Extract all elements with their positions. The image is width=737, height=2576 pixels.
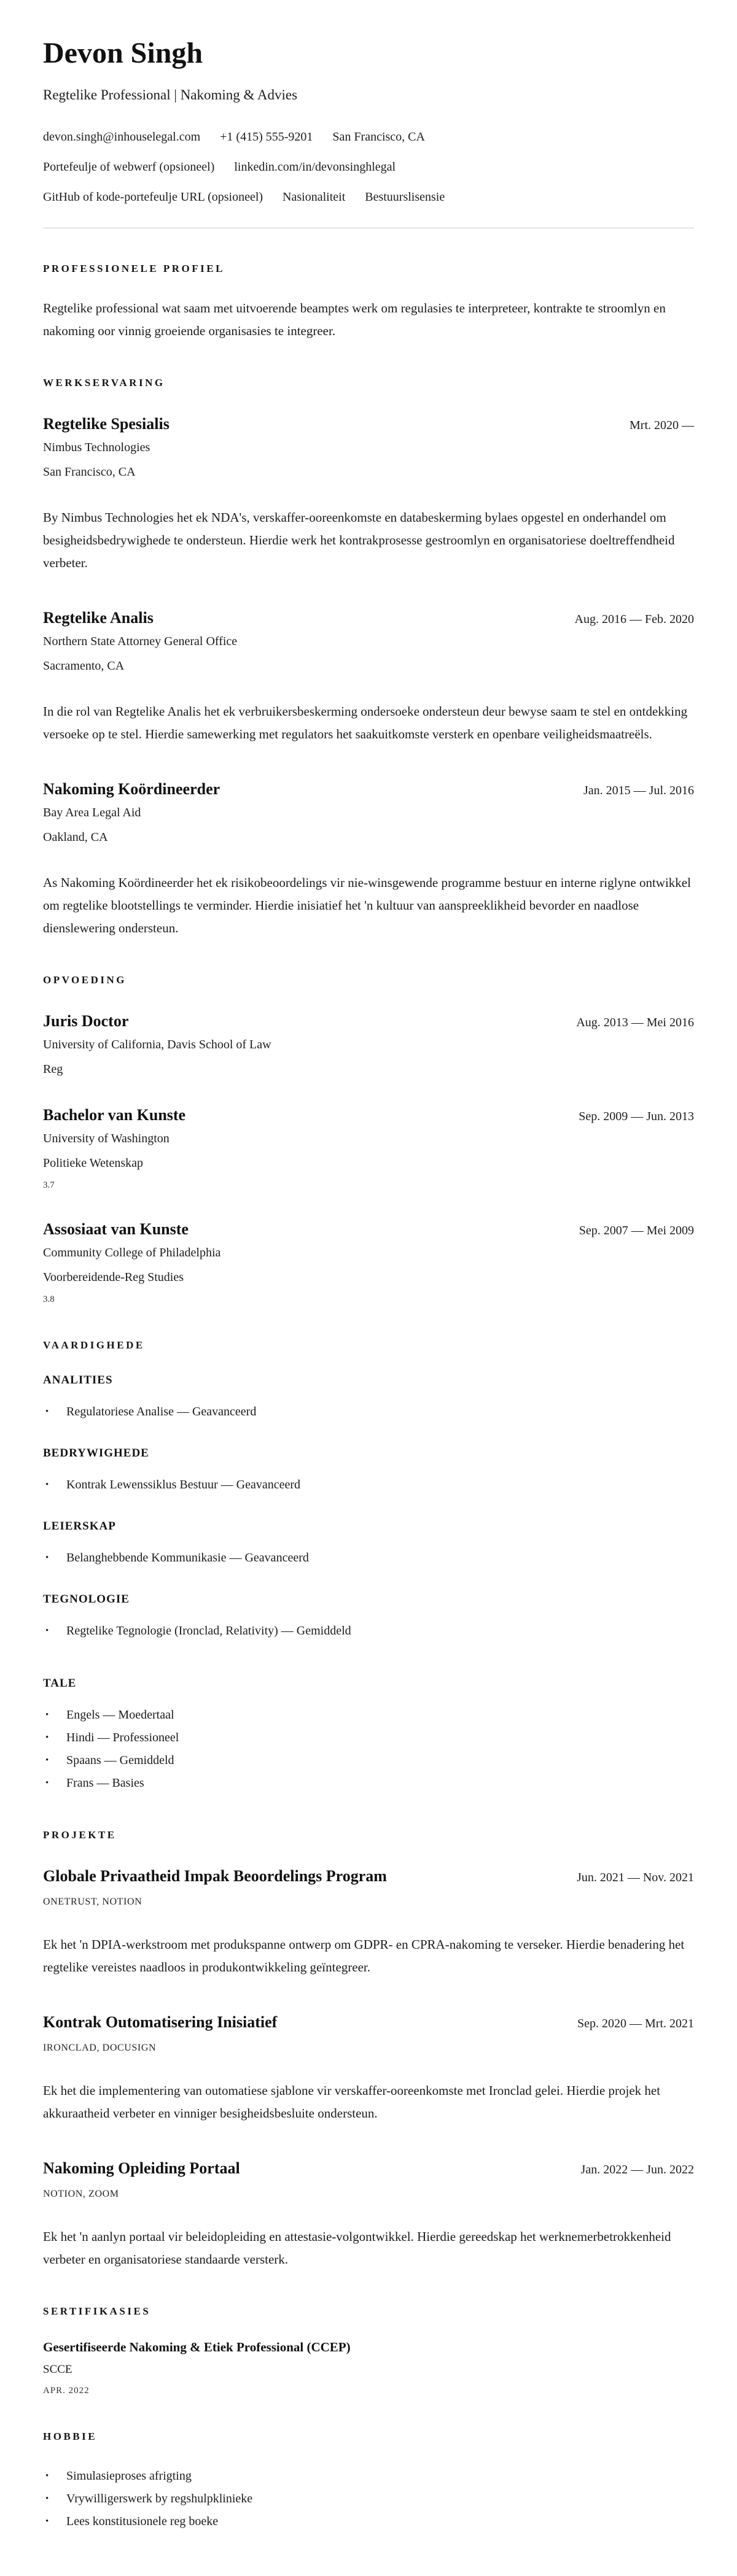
skill-group-heading: ANALITIES bbox=[43, 1374, 113, 1387]
experience-heading: WERKSERVARING bbox=[43, 377, 165, 389]
contact-row-2 bbox=[43, 160, 694, 174]
bullet-icon: • bbox=[45, 2516, 49, 2527]
certification-entry-1 bbox=[43, 2340, 694, 2396]
job-location: San Francisco, CA bbox=[43, 465, 136, 479]
education-header bbox=[43, 1012, 694, 1031]
contact-drivers-license: Bestuurslisensie bbox=[365, 190, 445, 204]
project-tools: ONETRUST, NOTION bbox=[43, 1897, 142, 1908]
job-company: Nimbus Technologies bbox=[43, 441, 150, 455]
contact-nationality: Nasionaliteit bbox=[283, 190, 346, 204]
education-entry-3 bbox=[43, 1220, 694, 1305]
resume-header bbox=[43, 38, 694, 228]
job-title: Nakoming Koördineerder bbox=[43, 780, 220, 799]
profile-text: Regtelike professional wat saam met uitvoerende beamptes werk om regulasies te interpreteer, kontrakte te stroomlyn en nakoming oor vinnig groeiende organisasies te integreer. bbox=[43, 301, 666, 339]
language-item bbox=[43, 1727, 694, 1749]
education-entry-2 bbox=[43, 1106, 694, 1191]
section-languages bbox=[43, 1677, 694, 1795]
project-entry-2 bbox=[43, 2013, 694, 2125]
education-field: Reg bbox=[43, 1062, 63, 1077]
education-school: University of California, Davis School of Law bbox=[43, 1038, 271, 1052]
language-item-label: Hindi — Professioneel bbox=[66, 1731, 179, 1745]
contact-email: devon.singh@inhouselegal.com bbox=[43, 130, 201, 144]
skill-item-label: Kontrak Lewenssiklus Bestuur — Geavanceerd bbox=[66, 1478, 300, 1492]
candidate-tagline: Regtelike Professional | Nakoming & Advies bbox=[43, 87, 298, 103]
job-entry-3 bbox=[43, 780, 694, 940]
bullet-icon: • bbox=[45, 1407, 49, 1417]
skill-group-tegnologie bbox=[43, 1593, 694, 1642]
project-entry-1 bbox=[43, 1867, 694, 1979]
language-item bbox=[43, 1704, 694, 1727]
job-title: Regtelike Spesialis bbox=[43, 415, 170, 433]
project-title: Nakoming Opleiding Portaal bbox=[43, 2159, 240, 2178]
project-dates: Jun. 2021 — Nov. 2021 bbox=[577, 1871, 694, 1885]
profile-heading: PROFESSIONELE PROFIEL bbox=[43, 263, 225, 275]
language-item bbox=[43, 1749, 694, 1772]
contact-row-3 bbox=[43, 190, 694, 204]
education-dates: Sep. 2009 — Jun. 2013 bbox=[579, 1110, 694, 1124]
project-description: Ek het 'n DPIA-werkstroom met produkspanne ontwerp om GDPR- en CPRA-nakoming te verseker. Hierdie benadering het regtelike vereistes naadloos in produkontwikkeling geïntegreer. bbox=[43, 1937, 685, 1975]
bullet-icon: • bbox=[45, 1755, 49, 1766]
skill-group-analities bbox=[43, 1374, 694, 1423]
contact-row-1 bbox=[43, 130, 694, 144]
bullet-icon: • bbox=[45, 1553, 49, 1563]
skill-list bbox=[43, 1474, 694, 1496]
education-field: Politieke Wetenskap bbox=[43, 1156, 143, 1170]
skill-item bbox=[43, 1620, 694, 1642]
skill-item-label: Regtelike Tegnologie (Ironclad, Relativity) — Gemiddeld bbox=[66, 1624, 351, 1638]
education-degree: Juris Doctor bbox=[43, 1012, 129, 1031]
skill-item bbox=[43, 1401, 694, 1423]
bullet-icon: • bbox=[45, 1778, 49, 1789]
hobby-list bbox=[43, 2465, 694, 2533]
hobby-item bbox=[43, 2510, 694, 2533]
education-school: Community College of Philadelphia bbox=[43, 1246, 221, 1260]
language-item-label: Engels — Moedertaal bbox=[66, 1708, 174, 1722]
job-dates: Mrt. 2020 — bbox=[630, 419, 694, 433]
education-gpa: 3.7 bbox=[43, 1180, 55, 1191]
education-gpa: 3.8 bbox=[43, 1294, 55, 1305]
job-location: Oakland, CA bbox=[43, 830, 108, 845]
education-entry-1 bbox=[43, 1012, 694, 1077]
candidate-name: Devon Singh bbox=[43, 37, 203, 69]
job-dates: Jan. 2015 — Jul. 2016 bbox=[583, 784, 694, 798]
job-company: Northern State Attorney General Office bbox=[43, 635, 238, 649]
education-dates: Aug. 2013 — Mei 2016 bbox=[576, 1016, 694, 1030]
job-header bbox=[43, 415, 694, 433]
education-degree: Bachelor van Kunste bbox=[43, 1106, 186, 1124]
hobbies-heading: HOBBIE bbox=[43, 2431, 98, 2443]
certification-issuer: SCCE bbox=[43, 2363, 72, 2377]
language-list bbox=[43, 1704, 694, 1795]
projects-heading: PROJEKTE bbox=[43, 1829, 117, 1841]
job-entry-2 bbox=[43, 609, 694, 746]
job-title: Regtelike Analis bbox=[43, 609, 154, 627]
skill-group-heading: TEGNOLOGIE bbox=[43, 1593, 130, 1606]
education-degree: Assosiaat van Kunste bbox=[43, 1220, 189, 1239]
skill-list bbox=[43, 1547, 694, 1569]
project-entry-3 bbox=[43, 2159, 694, 2271]
bullet-icon: • bbox=[45, 1480, 49, 1490]
job-description: In die rol van Regtelike Analis het ek verbruikersbeskerming ondersoeke ondersteun deur bewyse saam te stel en ontdekking versoeke op te stel. Hierdie samewerking met regulators het saakuitkomste versterk en openbare veiligheidsmaatreëls. bbox=[43, 704, 688, 742]
education-dates: Sep. 2007 — Mei 2009 bbox=[579, 1224, 694, 1238]
contact-linkedin: linkedin.com/in/devonsinghlegal bbox=[234, 160, 396, 174]
project-tools: IRONCLAD, DOCUSIGN bbox=[43, 2043, 157, 2054]
skill-group-leierskap bbox=[43, 1520, 694, 1569]
certification-date: APR. 2022 bbox=[43, 2386, 90, 2396]
bullet-icon: • bbox=[45, 1710, 49, 1720]
job-description: By Nimbus Technologies het ek NDA's, verskaffer-ooreenkomste en databeskerming bylaes opgestel en onderhandel om besigheidsbedrywighede te ondersteun. Hierdie werk het kontrakprosesse gestroomlyn en organisatoriese doeltreffendheid verbeter. bbox=[43, 510, 675, 571]
contact-location: San Francisco, CA bbox=[332, 130, 425, 144]
section-certifications bbox=[43, 2305, 694, 2396]
hobby-item-label: Simulasieproses afrigting bbox=[66, 2469, 192, 2483]
job-company: Bay Area Legal Aid bbox=[43, 806, 141, 820]
bullet-icon: • bbox=[45, 2471, 49, 2481]
job-location: Sacramento, CA bbox=[43, 659, 125, 673]
project-dates: Sep. 2020 — Mrt. 2021 bbox=[577, 2017, 694, 2031]
project-title: Globale Privaatheid Impak Beoordelings Program bbox=[43, 1867, 387, 1886]
skill-group-heading: LEIERSKAP bbox=[43, 1520, 116, 1533]
project-dates: Jan. 2022 — Jun. 2022 bbox=[580, 2163, 694, 2177]
hobby-item-label: Vrywilligerswerk by regshulpklinieke bbox=[66, 2492, 253, 2506]
project-tools: NOTION, ZOOM bbox=[43, 2189, 119, 2200]
job-header bbox=[43, 609, 694, 627]
section-education bbox=[43, 974, 694, 1305]
section-profile bbox=[43, 263, 694, 342]
certifications-heading: SERTIFIKASIES bbox=[43, 2305, 151, 2318]
skill-item-label: Regulatoriese Analise — Geavanceerd bbox=[66, 1405, 257, 1419]
language-item bbox=[43, 1772, 694, 1795]
skill-group-heading: BEDRYWIGHEDE bbox=[43, 1447, 149, 1460]
education-heading: OPVOEDING bbox=[43, 974, 127, 986]
section-hobbies bbox=[43, 2431, 694, 2533]
project-description: Ek het 'n aanlyn portaal vir beleidopleiding en attestasie-volgontwikkel. Hierdie gereedskap het werknemerbetrokkenheid verbeter en organisatoriese standaarde versterk. bbox=[43, 2229, 671, 2267]
contact-portfolio: Portefeulje of webwerf (opsioneel) bbox=[43, 160, 215, 174]
section-experience bbox=[43, 377, 694, 940]
skill-group-bedrywighede bbox=[43, 1447, 694, 1496]
job-entry-1 bbox=[43, 415, 694, 574]
skill-list bbox=[43, 1401, 694, 1423]
contact-phone: +1 (415) 555-9201 bbox=[220, 130, 313, 144]
bullet-icon: • bbox=[45, 2494, 49, 2504]
bullet-icon: • bbox=[45, 1626, 49, 1636]
skill-item-label: Belanghebbende Kommunikasie — Geavanceerd bbox=[66, 1551, 309, 1565]
education-school: University of Washington bbox=[43, 1132, 170, 1146]
bullet-icon: • bbox=[45, 1733, 49, 1743]
section-skills bbox=[43, 1339, 694, 1642]
language-item-label: Spaans — Gemiddeld bbox=[66, 1754, 174, 1768]
project-header bbox=[43, 2013, 694, 2032]
contact-github: GitHub of kode-portefeulje URL (opsioneel) bbox=[43, 190, 263, 204]
education-header bbox=[43, 1106, 694, 1124]
hobby-item bbox=[43, 2488, 694, 2510]
project-title: Kontrak Outomatisering Inisiatief bbox=[43, 2013, 278, 2032]
project-description: Ek het die implementering van outomatiese sjablone vir verskaffer-ooreenkomste met Ironclad gelei. Hierdie projek het akkuraatheid verbeter en vinniger besigheidsbesluite ondersteun. bbox=[43, 2083, 661, 2121]
hobby-item-label: Lees konstitusionele reg boeke bbox=[66, 2515, 219, 2529]
language-item-label: Frans — Basies bbox=[66, 1776, 144, 1790]
job-header bbox=[43, 780, 694, 799]
education-header bbox=[43, 1220, 694, 1239]
skill-item bbox=[43, 1474, 694, 1496]
project-header bbox=[43, 2159, 694, 2178]
job-dates: Aug. 2016 — Feb. 2020 bbox=[574, 613, 694, 627]
certification-title: Gesertifiseerde Nakoming & Etiek Professional (CCEP) bbox=[43, 2340, 351, 2355]
hobby-item bbox=[43, 2465, 694, 2488]
languages-heading: TALE bbox=[43, 1677, 77, 1690]
education-field: Voorbereidende-Reg Studies bbox=[43, 1271, 184, 1285]
project-header bbox=[43, 1867, 694, 1886]
job-description: As Nakoming Koördineerder het ek risikobeoordelings vir nie-winsgewende programme bestuur en interne riglyne ontwikkel om regtelike blootstellings te verminder. Hierdie inisiatief het 'n kultuur van aanspreeklikheid bevorder en naadlose dienslewering ondersteun. bbox=[43, 875, 691, 936]
skills-heading: VAARDIGHEDE bbox=[43, 1339, 145, 1352]
section-projects bbox=[43, 1829, 694, 2271]
skill-list bbox=[43, 1620, 694, 1642]
skill-item bbox=[43, 1547, 694, 1569]
